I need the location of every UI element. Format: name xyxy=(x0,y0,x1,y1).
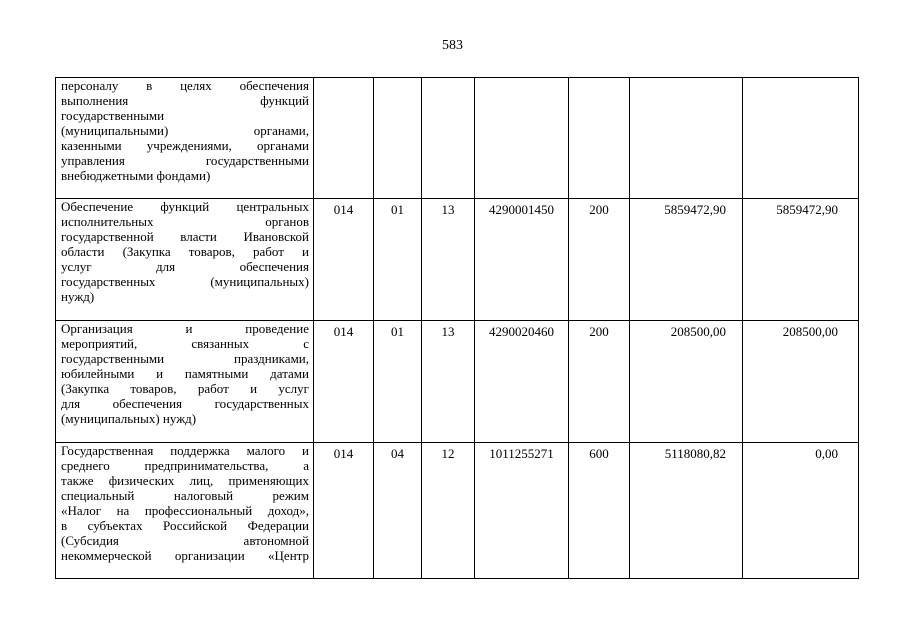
section-code-cell: 04 xyxy=(374,443,422,579)
table-row xyxy=(56,78,859,199)
section-code-cell: 01 xyxy=(374,199,422,321)
table-row xyxy=(56,199,859,321)
section-code-cell: 01 xyxy=(374,321,422,443)
description-line: казенными учреждениями, органами xyxy=(61,138,309,153)
expense-type-cell: 600 xyxy=(569,443,630,579)
amount-cell xyxy=(630,78,743,199)
target-article-cell: 4290001450 xyxy=(475,199,569,321)
description-line: в субъектах Российской Федерации xyxy=(61,518,309,533)
expense-type-cell: 200 xyxy=(569,199,630,321)
amount-cell: 208500,00 xyxy=(630,321,743,443)
description-line: (Субсидия автономной xyxy=(61,533,309,548)
amount-cell: 5859472,90 xyxy=(743,199,859,321)
subsection-code-cell: 13 xyxy=(422,199,475,321)
amount-cell: 5118080,82 xyxy=(630,443,743,579)
description-line: государственной власти Ивановской xyxy=(61,229,309,244)
target-article-cell xyxy=(475,78,569,199)
description-line: некоммерческой организации «Центр xyxy=(61,548,309,563)
description-line: среднего предпринимательства, а xyxy=(61,458,309,473)
ministry-code-cell: 014 xyxy=(314,199,374,321)
description-line: выполнения функций xyxy=(61,93,309,108)
page-number: 583 xyxy=(442,38,463,53)
table-body xyxy=(56,78,859,579)
description-line: персоналу в целях обеспечения xyxy=(61,78,309,93)
description-line: области (Закупка товаров, работ и xyxy=(61,244,309,259)
amount-cell xyxy=(743,78,859,199)
description-line: внебюджетными фондами) xyxy=(61,168,211,183)
description-line: мероприятий, связанных с xyxy=(61,336,309,351)
description-line: Государственная поддержка малого и xyxy=(61,443,309,458)
table-row xyxy=(56,321,859,443)
description-line: управления государственными xyxy=(61,153,309,168)
row-description xyxy=(56,321,314,443)
description-line: Организация и проведение xyxy=(61,321,309,336)
subsection-code-cell xyxy=(422,78,475,199)
description-line: также физических лиц, применяющих xyxy=(61,473,309,488)
description-line: исполнительных органов xyxy=(61,214,309,229)
target-article-cell: 4290020460 xyxy=(475,321,569,443)
description-line: государственными праздниками, xyxy=(61,351,309,366)
description-line: для обеспечения государственных xyxy=(61,396,309,411)
section-code-cell xyxy=(374,78,422,199)
expense-type-cell xyxy=(569,78,630,199)
description-line: (Закупка товаров, работ и услуг xyxy=(61,381,309,396)
ministry-code-cell xyxy=(314,78,374,199)
row-description xyxy=(56,78,314,199)
amount-cell: 5859472,90 xyxy=(630,199,743,321)
description-line: государственных (муниципальных) xyxy=(61,274,309,289)
description-line: нужд) xyxy=(61,289,95,304)
description-line: государственными xyxy=(61,108,165,123)
description-line: специальный налоговый режим xyxy=(61,488,309,503)
table-row xyxy=(56,443,859,579)
description-line: «Налог на профессиональный доход», xyxy=(61,503,309,518)
amount-cell: 208500,00 xyxy=(743,321,859,443)
description-line: Обеспечение функций центральных xyxy=(61,199,309,214)
description-line: юбилейными и памятными датами xyxy=(61,366,309,381)
row-description xyxy=(56,199,314,321)
budget-table xyxy=(55,77,859,579)
row-description xyxy=(56,443,314,579)
description-line: услуг для обеспечения xyxy=(61,259,309,274)
target-article-cell: 1011255271 xyxy=(475,443,569,579)
ministry-code-cell: 014 xyxy=(314,443,374,579)
description-line: (муниципальными) органами, xyxy=(61,123,309,138)
ministry-code-cell: 014 xyxy=(314,321,374,443)
subsection-code-cell: 12 xyxy=(422,443,475,579)
subsection-code-cell: 13 xyxy=(422,321,475,443)
amount-cell: 0,00 xyxy=(743,443,859,579)
expense-type-cell: 200 xyxy=(569,321,630,443)
description-line: (муниципальных) нужд) xyxy=(61,411,197,426)
